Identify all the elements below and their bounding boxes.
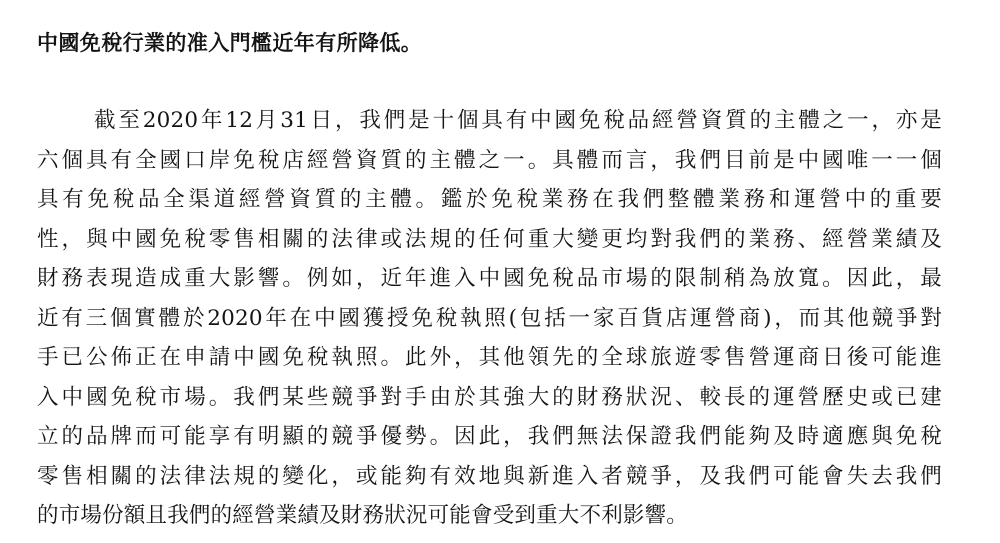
section-heading: 中國免稅行業的准入門檻近年有所降低。 [37, 31, 423, 55]
paragraph-line: 立的品牌而可能享有明顯的競爭優勢。因此，我們無法保證我們能夠及時適應與免稅 [37, 424, 942, 449]
paragraph-line: 具有免稅品全渠道經營資質的主體。鑑於免稅業務在我們整體業務和運營中的重要 [37, 187, 942, 212]
paragraph-line: 手已公佈正在申請中國免稅執照。此外，其他領先的全球旅遊零售營運商日後可能進 [37, 345, 942, 370]
paragraph-line: 性，與中國免稅零售相關的法律或法規的任何重大變更均對我們的業務、經營業績及 [37, 226, 942, 252]
paragraph-line: 零售相關的法律法規的變化，或能夠有效地與新進入者競爭，及我們可能會失去我們 [37, 463, 942, 489]
paragraph-line: 六個具有全國口岸免稅店經營資質的主體之一。具體而言，我們目前是中國唯一一個 [37, 147, 942, 173]
paragraph-line: 的市場份額且我們的經營業績及財務狀況可能會受到重大不利影響。 [37, 503, 689, 528]
paragraph-line: 近有三個實體於2020年在中國獲授免稅執照(包括一家百貨店運營商)，而其他競爭對 [37, 305, 942, 331]
paragraph-line: 截至2020年12月31日，我們是十個具有中國免稅品經營資質的主體之一，亦是 [94, 108, 942, 133]
paragraph-line: 財務表現造成重大影響。例如，近年進入中國免稅品市場的限制稍為放寬。因此，最 [37, 266, 942, 291]
body-paragraph [37, 101, 957, 536]
paragraph-line: 入中國免稅市場。我們某些競爭對手由於其強大的財務狀況、較長的運營歷史或已建 [37, 384, 942, 410]
